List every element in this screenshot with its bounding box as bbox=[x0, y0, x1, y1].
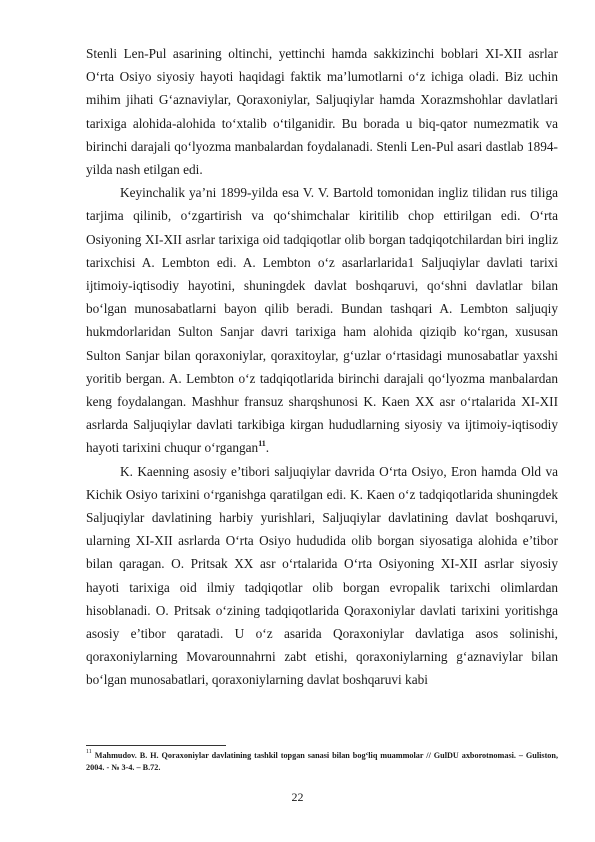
footnote-marker: 11 bbox=[86, 749, 92, 756]
paragraph-2-tail: . bbox=[265, 440, 270, 456]
page-body bbox=[86, 42, 558, 692]
page-number: 22 bbox=[291, 790, 304, 804]
footnote-divider bbox=[86, 745, 226, 746]
paragraph-3 bbox=[86, 460, 558, 692]
paragraph-1-text: Stenli Len-Pul asarining oltinchi, yettinchi hamda sakkizinchi boblari XI-XII asrlar O‘rta Osiyo siyosiy hayoti haqidagi faktik ma’lumotlarni o‘z ichiga oladi. Biz uchin mihim jihati G‘aznaviylar, Qoraxoniylar, Saljuqiylar hamda Xorazmshohlar davlatlari tarixiga alohida-alohida to‘xtalib o‘tilganidir. Bu borada u biq-qator numezmatik va birinchi darajali qo‘lyozma manbalardan foydalanadi. Stenli Len-Pul asari dastlab 1894-yilda nash etilgan edi. bbox=[86, 46, 558, 178]
paragraph-3-text: K. Kaenning asosiy e’tibori saljuqiylar davrida O‘rta Osiyo, Eron hamda Old va Kichik Osiyo tarixini o‘rganishga qaratilgan edi. K. Kaen o‘z tadqiqotlarida shuningdek Saljuqiylar davlatining harbiy yurishlari, Saljuqiylar davlatining davlat boshqaruvi, ularning XI-XII asrlarda O‘rta Osiyo hududida olib borgan siyosatiga alohida e’tibor bilan qaragan. O. Pritsak XX asr o‘rtalarida O‘rta Osiyoning XI-XII asrlar siyosiy hayoti tarixiga oid ilmiy tadqiqotlar olib borgan evropalik tarixchi olimlardan hisoblanadi. O. Pritsak o‘zining tadqiqotlarida Qoraxoniylar davlati tarixini yoritishga asosiy e’tibor qaratadi. U o‘z asarida Qoraxoniylar davlatiga asos solinishi, qoraxoniylarning Movarounnahrni zabt etishi, qoraxoniylarning g‘aznaviylar bilan bo‘lgan munosabatlari, qoraxoniylarning davlat boshqaruvi kabi bbox=[86, 463, 558, 688]
paragraph-2-text: Keyinchalik ya’ni 1899-yilda esa V. V. Bartold tomonidan ingliz tilidan rus tiliga tarjima qilinib, o‘zgartirish va qo‘shimchalar kiritilib chop ettirilgan edi. O‘rta Osiyoning XI-XII asrlar tarixiga oid tadqiqotlar olib borgan tadqiqotchilardan biri ingliz tarixchisi A. Lembton edi. A. Lembton o‘z asarlarlarida1 Saljuqiylar davlati tarixi ijtimoiy-iqtisodiy hayotini, shuningdek davlat boshqaruvi, qo‘shni davlatlar bilan bo‘lgan munosabatlarni bayon qilib beradi. Bundan tashqari A. Lembton saljuqiy hukmdorlaridan Sulton Sanjar davri tarixiga ham alohida qiziqib ko‘rgan, xususan Sulton Sanjar bilan qoraxoniylar, qoraxitoylar, g‘uzlar o‘rtasidagi munosabatlar yaxshi yoritib bergan. A. Lembton o‘z tadqiqotlarida birinchi darajali qo‘lyozma manbalardan keng foydalangan. Mashhur fransuz sharqshunosi K. Kaen XX asr o‘rtalarida XI-XII asrlarda Saljuqiylar davlati tarkibiga kirgan hududlarning siyosiy va ijtimoiy-iqtisodiy hayoti tarixini chuqur o‘rgangan bbox=[86, 185, 558, 456]
footnote-text: Mahmudov. B. H. Qoraxoniylar davlatining tashkil topgan sanasi bilan bog‘liq muammolar // GulDU axborotnomasi. – Guliston, 2004. - № 3-4. – B.72. bbox=[86, 751, 558, 772]
footnote bbox=[86, 750, 558, 773]
paragraph-2 bbox=[86, 181, 558, 459]
footnote-reference[interactable]: 11 bbox=[258, 439, 266, 449]
paragraph-1 bbox=[86, 42, 558, 181]
